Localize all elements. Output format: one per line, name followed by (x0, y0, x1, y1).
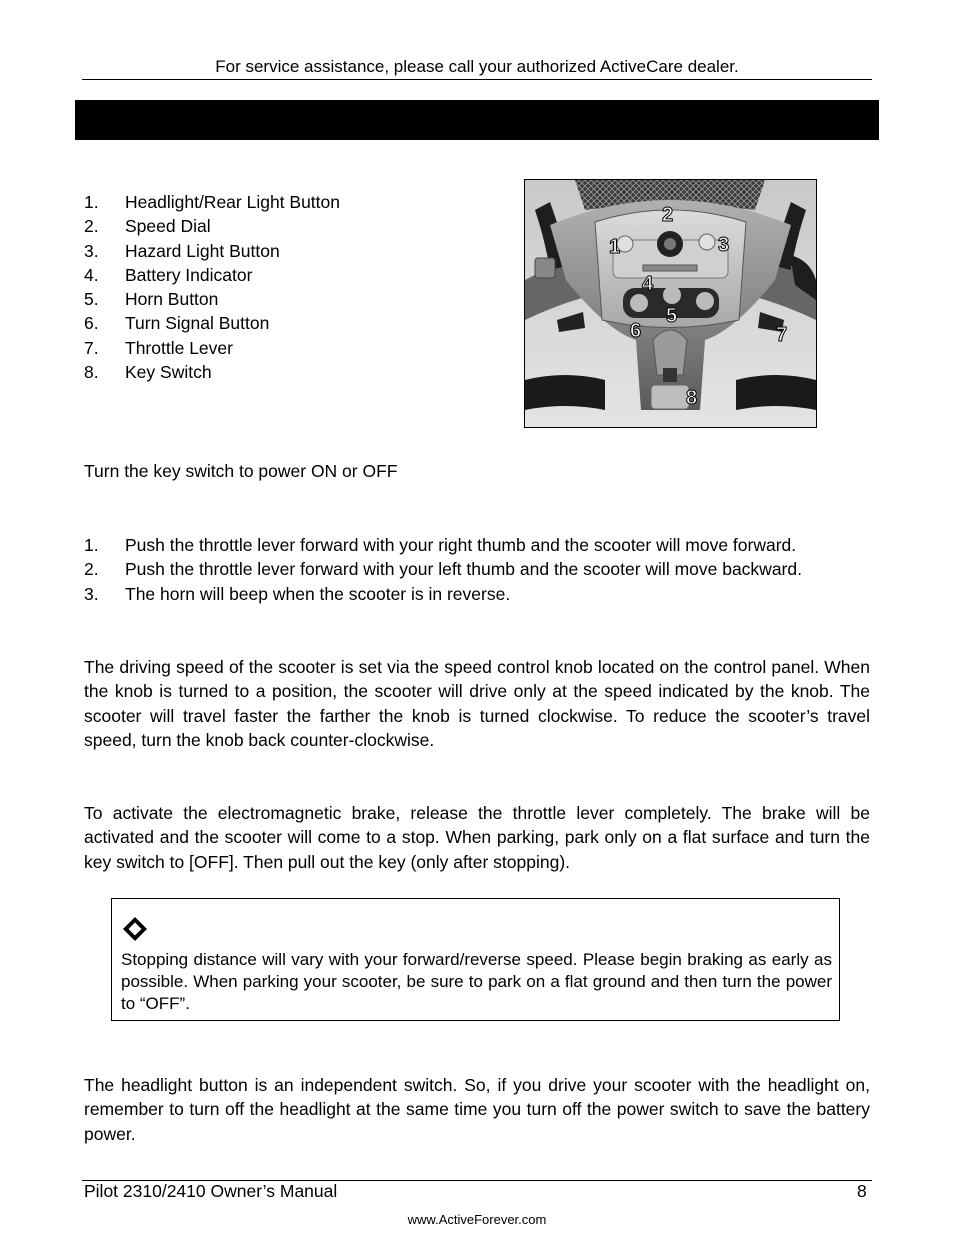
notice-box (111, 898, 840, 1021)
list-number: 8. (84, 362, 99, 383)
list-number: 2. (84, 216, 99, 237)
list-number: 2. (84, 559, 99, 580)
list-number: 3. (84, 240, 99, 261)
callout-5: 5 (666, 305, 678, 327)
driving-list (84, 533, 874, 606)
headlight-paragraph: The headlight button is an independent switch. So, if you drive your scooter with the headlight on, remember to turn off the headlight at the same time you turn off the power switch to save the battery power. (84, 1075, 870, 1144)
section-title-bar (75, 100, 879, 140)
page-number: 8 (857, 1181, 867, 1201)
list-item (84, 287, 504, 311)
callout-4: 4 (642, 273, 654, 295)
list-number: 1. (84, 192, 99, 212)
page-header: For service assistance, please call your authorized ActiveCare dealer. (215, 57, 739, 76)
brake-paragraph: To activate the electromagnetic brake, release the throttle lever completely. The brake will be activated and the scooter will come to a stop. When parking, park only on a flat surface and turn the key switch to [OFF]. Then pull out the key (only after stopping). (84, 803, 870, 872)
callout-8: 8 (686, 387, 698, 409)
list-label: Battery Indicator (125, 264, 253, 285)
list-item (84, 190, 504, 214)
list-text: Push the throttle lever forward with your right thumb and the scooter will move forward. (125, 535, 797, 555)
callout-2: 2 (662, 204, 674, 226)
list-label: Headlight/Rear Light Button (125, 192, 340, 212)
parts-list (84, 190, 504, 384)
list-item (84, 263, 504, 287)
list-item (84, 557, 874, 581)
callout-6: 6 (630, 320, 642, 342)
list-label: Speed Dial (125, 216, 211, 237)
list-number: 1. (84, 535, 99, 555)
list-number: 7. (84, 337, 99, 358)
footer-url: www.ActiveForever.com (407, 1212, 547, 1227)
list-label: Key Switch (125, 362, 212, 383)
footer-manual-title: Pilot 2310/2410 Owner’s Manual (84, 1181, 338, 1201)
list-number: 4. (84, 264, 99, 285)
list-item (84, 533, 874, 557)
list-item (84, 360, 504, 384)
list-item (84, 214, 504, 238)
list-item (84, 336, 504, 360)
list-label: Hazard Light Button (125, 240, 280, 261)
list-item (84, 311, 504, 335)
list-label: Turn Signal Button (125, 313, 270, 334)
speed-paragraph: The driving speed of the scooter is set via the speed control knob located on the control panel. When the knob is turned to a position, the scooter will drive only at the speed indicated by the knob. The scooter will travel faster the farther the knob is turned clockwise. To reduce the scooter’s travel speed, turn the knob back counter-clockwise. (84, 657, 870, 750)
callout-7: 7 (776, 324, 788, 346)
list-number: 3. (84, 583, 99, 604)
header-divider (82, 79, 872, 80)
key-switch-text: Turn the key switch to power ON or OFF (84, 461, 398, 481)
diamond-icon (122, 916, 148, 947)
list-item (84, 582, 874, 606)
list-text: The horn will beep when the scooter is in reverse. (125, 583, 511, 604)
notice-text: Stopping distance will vary with your forward/reverse speed. Please begin braking as early as possible. When parking your scooter, be sure to park on a flat ground and then turn the power to “OFF”. (121, 950, 832, 1013)
callout-3: 3 (718, 234, 730, 256)
list-label: Horn Button (125, 289, 219, 310)
list-number: 6. (84, 313, 99, 334)
list-label: Throttle Lever (125, 337, 233, 358)
list-text: Push the throttle lever forward with your left thumb and the scooter will move backward. (125, 559, 802, 580)
callout-1: 1 (609, 236, 621, 258)
list-item (84, 239, 504, 263)
control-panel-photo (524, 179, 817, 428)
list-number: 5. (84, 289, 99, 310)
